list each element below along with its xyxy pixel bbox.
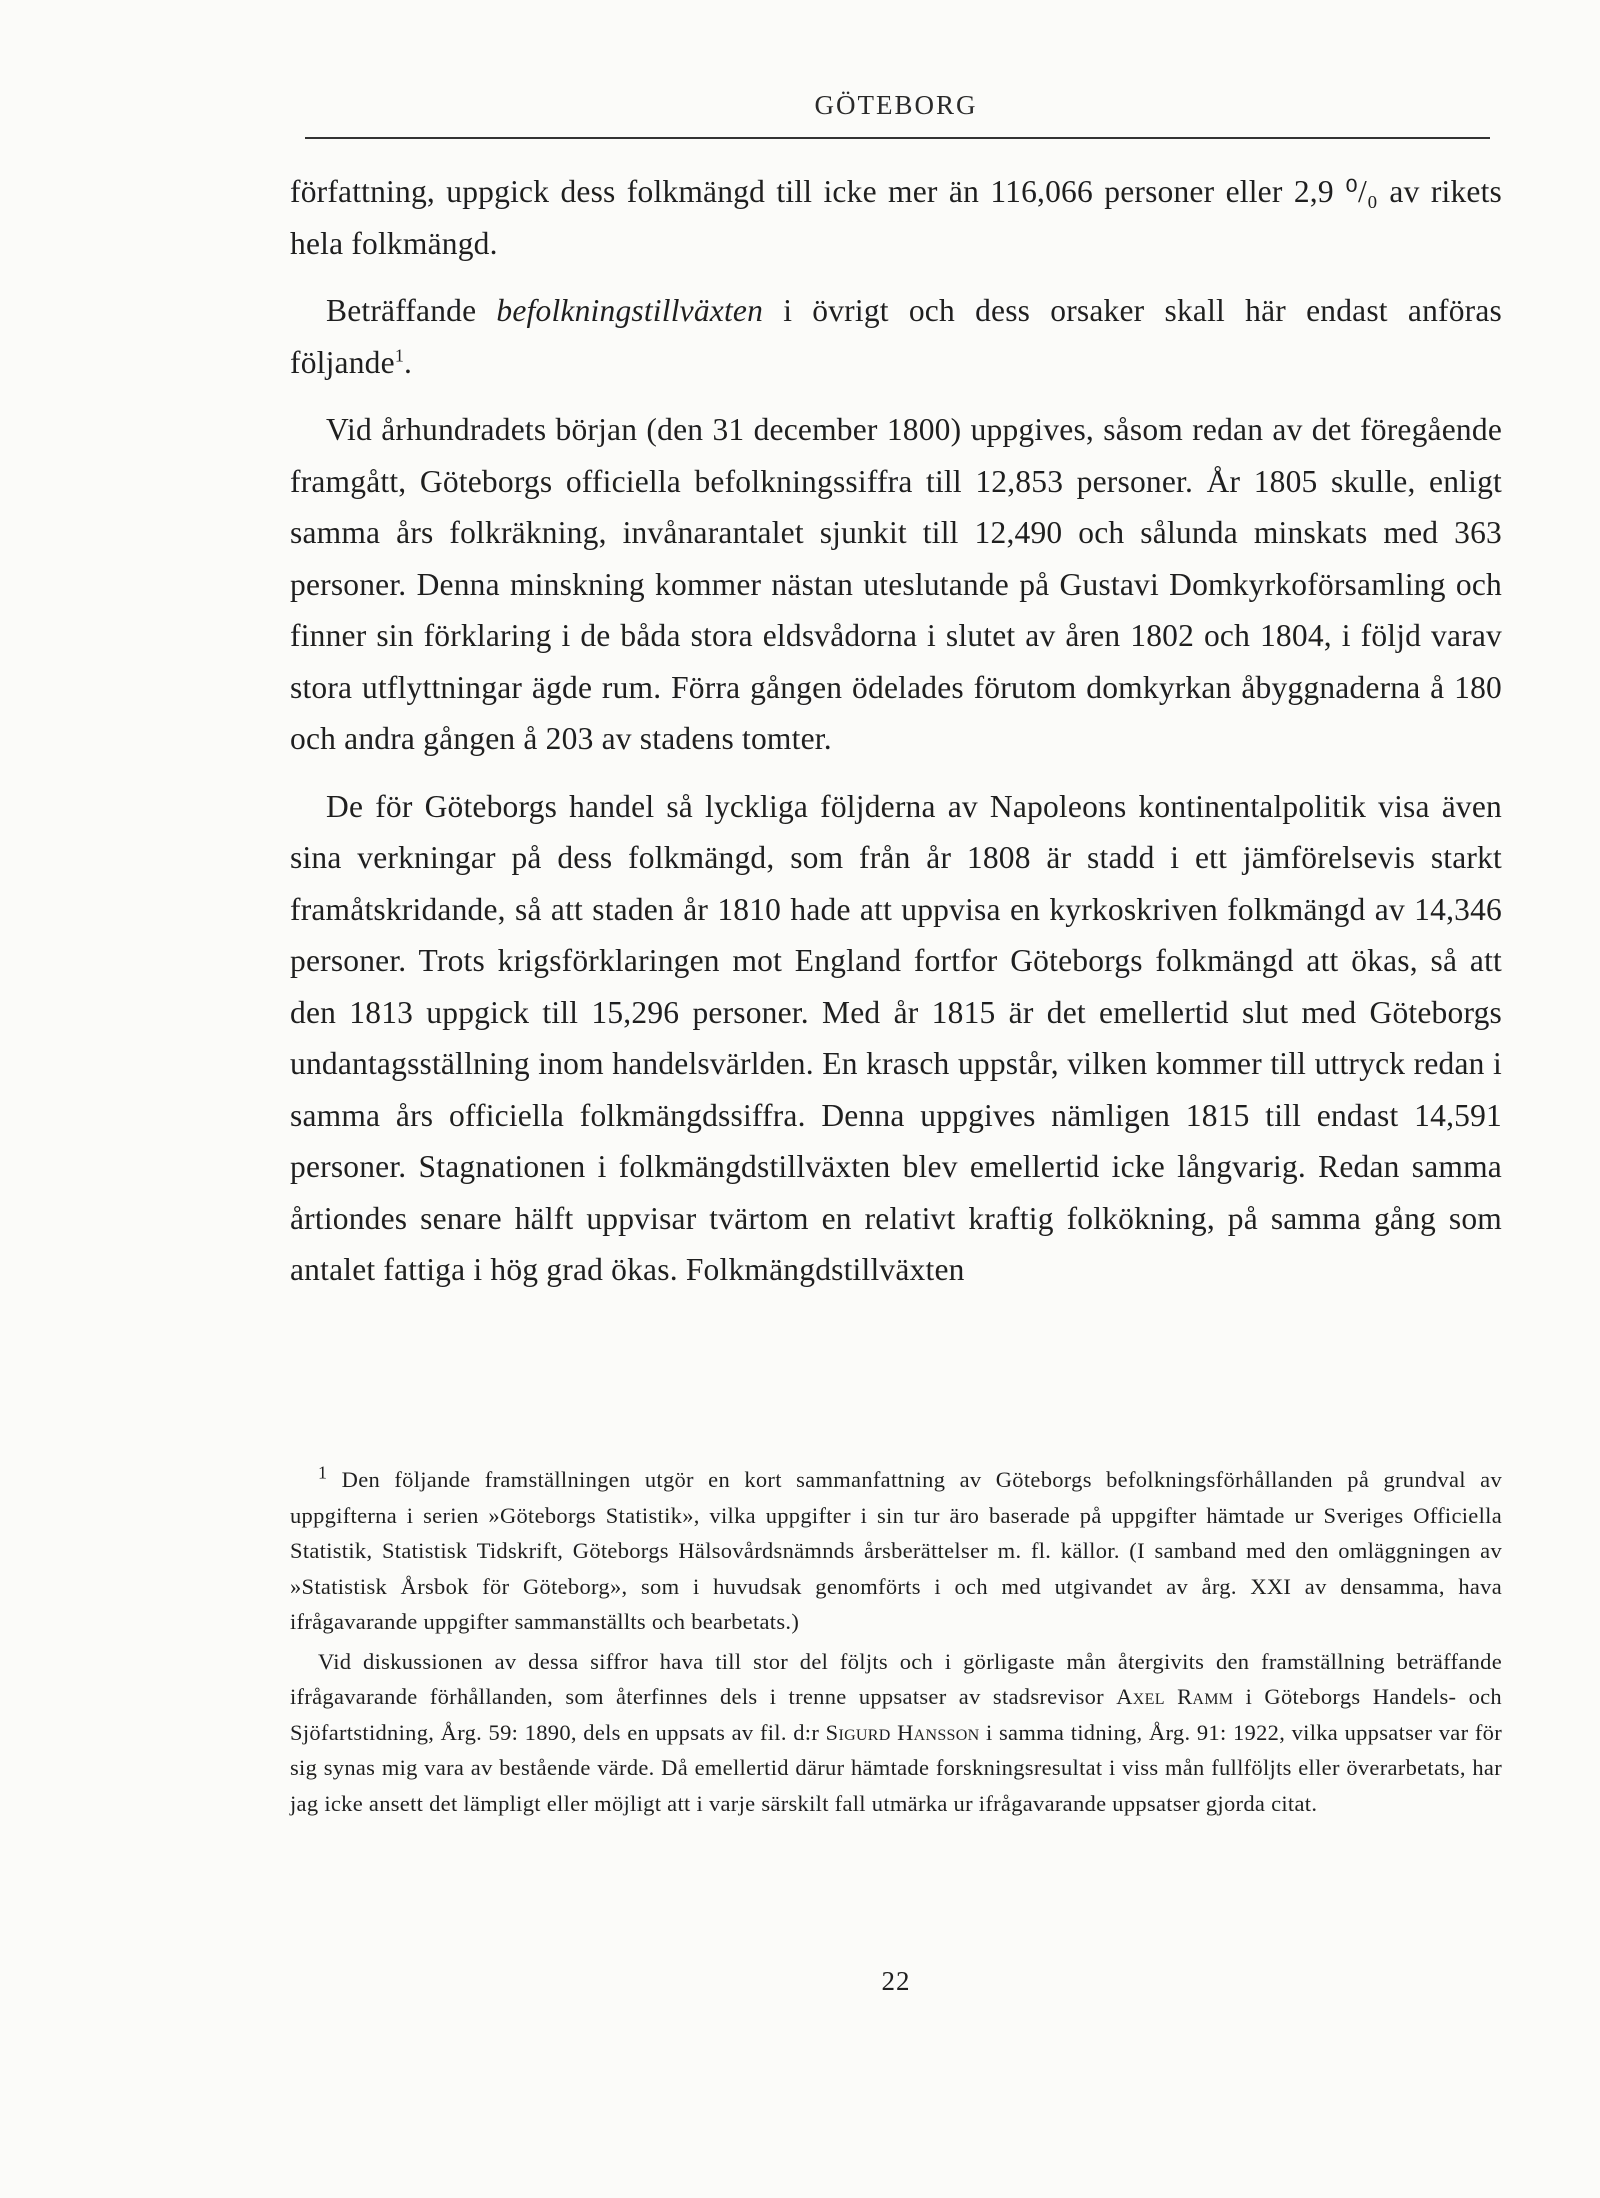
footnote-1: [290, 1462, 1502, 1640]
footnote-2-text-a: Vid diskussionen av dessa siffror hava till stor del följts och i görligaste mån återgivits den framställning beträffande ifrågavarande förhållanden, som återfinnes dels i trenne uppsatser av stadsrevisor: [290, 1648, 1502, 1709]
header-rule: [305, 137, 1490, 139]
document-page: [290, 0, 1502, 2198]
footnotes: [290, 1462, 1502, 1825]
paragraph-2-italic-term: befolkningstillväxten: [496, 293, 764, 328]
paragraph-2-text-a: Beträffande: [326, 293, 497, 328]
footnote-1-text: Den följande framställningen utgör en kort sammanfattning av Göteborgs befolkningsförhållanden på grundval av uppgifterna i serien »Göteborgs Statistik», vilka uppgifter i sin tur äro baserade på uppgifter hämtade ur Sveriges Officiella Statistik, Statistisk Tidskrift, Göteborgs Hälsovårdsnämnds årsberättelser m. fl. källor. (I samband med den omläggningen av »Statistisk Årsbok för Göteborg», som i huvudsak genomförts i och med utgivandet av årg. XXI av densamma, hava ifrågavarande uppgifter sammanställts och bearbetats.): [290, 1467, 1502, 1634]
paragraph-1: författning, uppgick dess folkmängd till icke mer än 116,066 personer eller 2,9 ⁰/₀ av rikets hela folkmängd.: [290, 174, 1502, 261]
footnote-1-continuation: [290, 1644, 1502, 1822]
paragraph-2-text-b: i övrigt och dess orsaker skall här endast anföras följande: [290, 293, 1502, 380]
footnote-2-text-b: i Göteborgs Handels- och Sjöfartstidning, Årg. 59: 1890, dels en uppsats av fil. d:r: [290, 1684, 1502, 1745]
footnote-reference: 1: [394, 345, 405, 365]
paragraph-2-end: .: [404, 344, 413, 380]
paragraph-4: De för Göteborgs handel så lyckliga följderna av Napoleons kontinentalpolitik visa även sina verkningar på dess folkmängd, som från år 1808 är stadd i ett jämförelsevis starkt framåtskridande, så att staden år 1810 hade att uppvisa en kyrkoskriven folkmängd av 14,346 personer. Trots krigsförklaringen mot England fortfor Göteborgs folkmängd att ökas, så att den 1813 uppgick till 15,296 personer. Med år 1815 är det emellertid slut med Göteborgs undantagsställning inom handelsvärlden. En krasch uppstår, vilken kommer till uttryck redan i samma års officiella folkmängdssiffra. Denna uppgives nämligen 1815 till endast 14,591 personer. Stagnationen i folkmängdstillväxten blev emellertid icke långvarig. Redan samma årtiondes senare hälft uppvisar tvärtom en relativt kraftig folkökning, på samma gång som antalet fattiga i hög grad ökas. Folkmängdstillväxten: [290, 788, 1502, 1287]
author-name-ramm: Axel Ramm: [1116, 1684, 1234, 1709]
paragraph-2: [290, 285, 1502, 388]
paragraph-3: Vid århundradets början (den 31 december 1800) uppgives, såsom redan av det föregående framgått, Göteborgs officiella befolkningssiffra till 12,853 personer. År 1805 skulle, enligt samma års folkräkning, invånarantalet sjunkit till 12,490 och sålunda minskats med 363 personer. Denna minskning kommer nästan uteslutande på Gustavi Domkyrkoförsamling och finner sin förklaring i de båda stora eldsvådorna i slutet av åren 1802 och 1804, i följd varav stora utflyttningar ägde rum. Förra gången ödelades förutom domkyrkan åbyggnaderna å 180 och andra gången å 203 av stadens tomter.: [290, 412, 1502, 756]
author-name-hansson: Sigurd Hansson: [825, 1719, 980, 1745]
running-head-title: GÖTEBORG: [814, 90, 978, 120]
footnote-1-marker: 1: [318, 1462, 328, 1483]
footnote-2-text-c: i samma tidning, Årg. 91: 1922, vilka uppsatser var för sig synas mig vara av bestående värde. Då emellertid därur hämtade forskningsresultat i viss mån fullföljts eller överarbetats, har jag icke ansett det lämpligt eller möjligt att i varje särskilt fall utmärka ur ifrågavarande uppsatser gjorda citat.: [290, 1719, 1502, 1816]
page-number: 22: [881, 1966, 911, 1996]
main-text: [290, 166, 1502, 1312]
